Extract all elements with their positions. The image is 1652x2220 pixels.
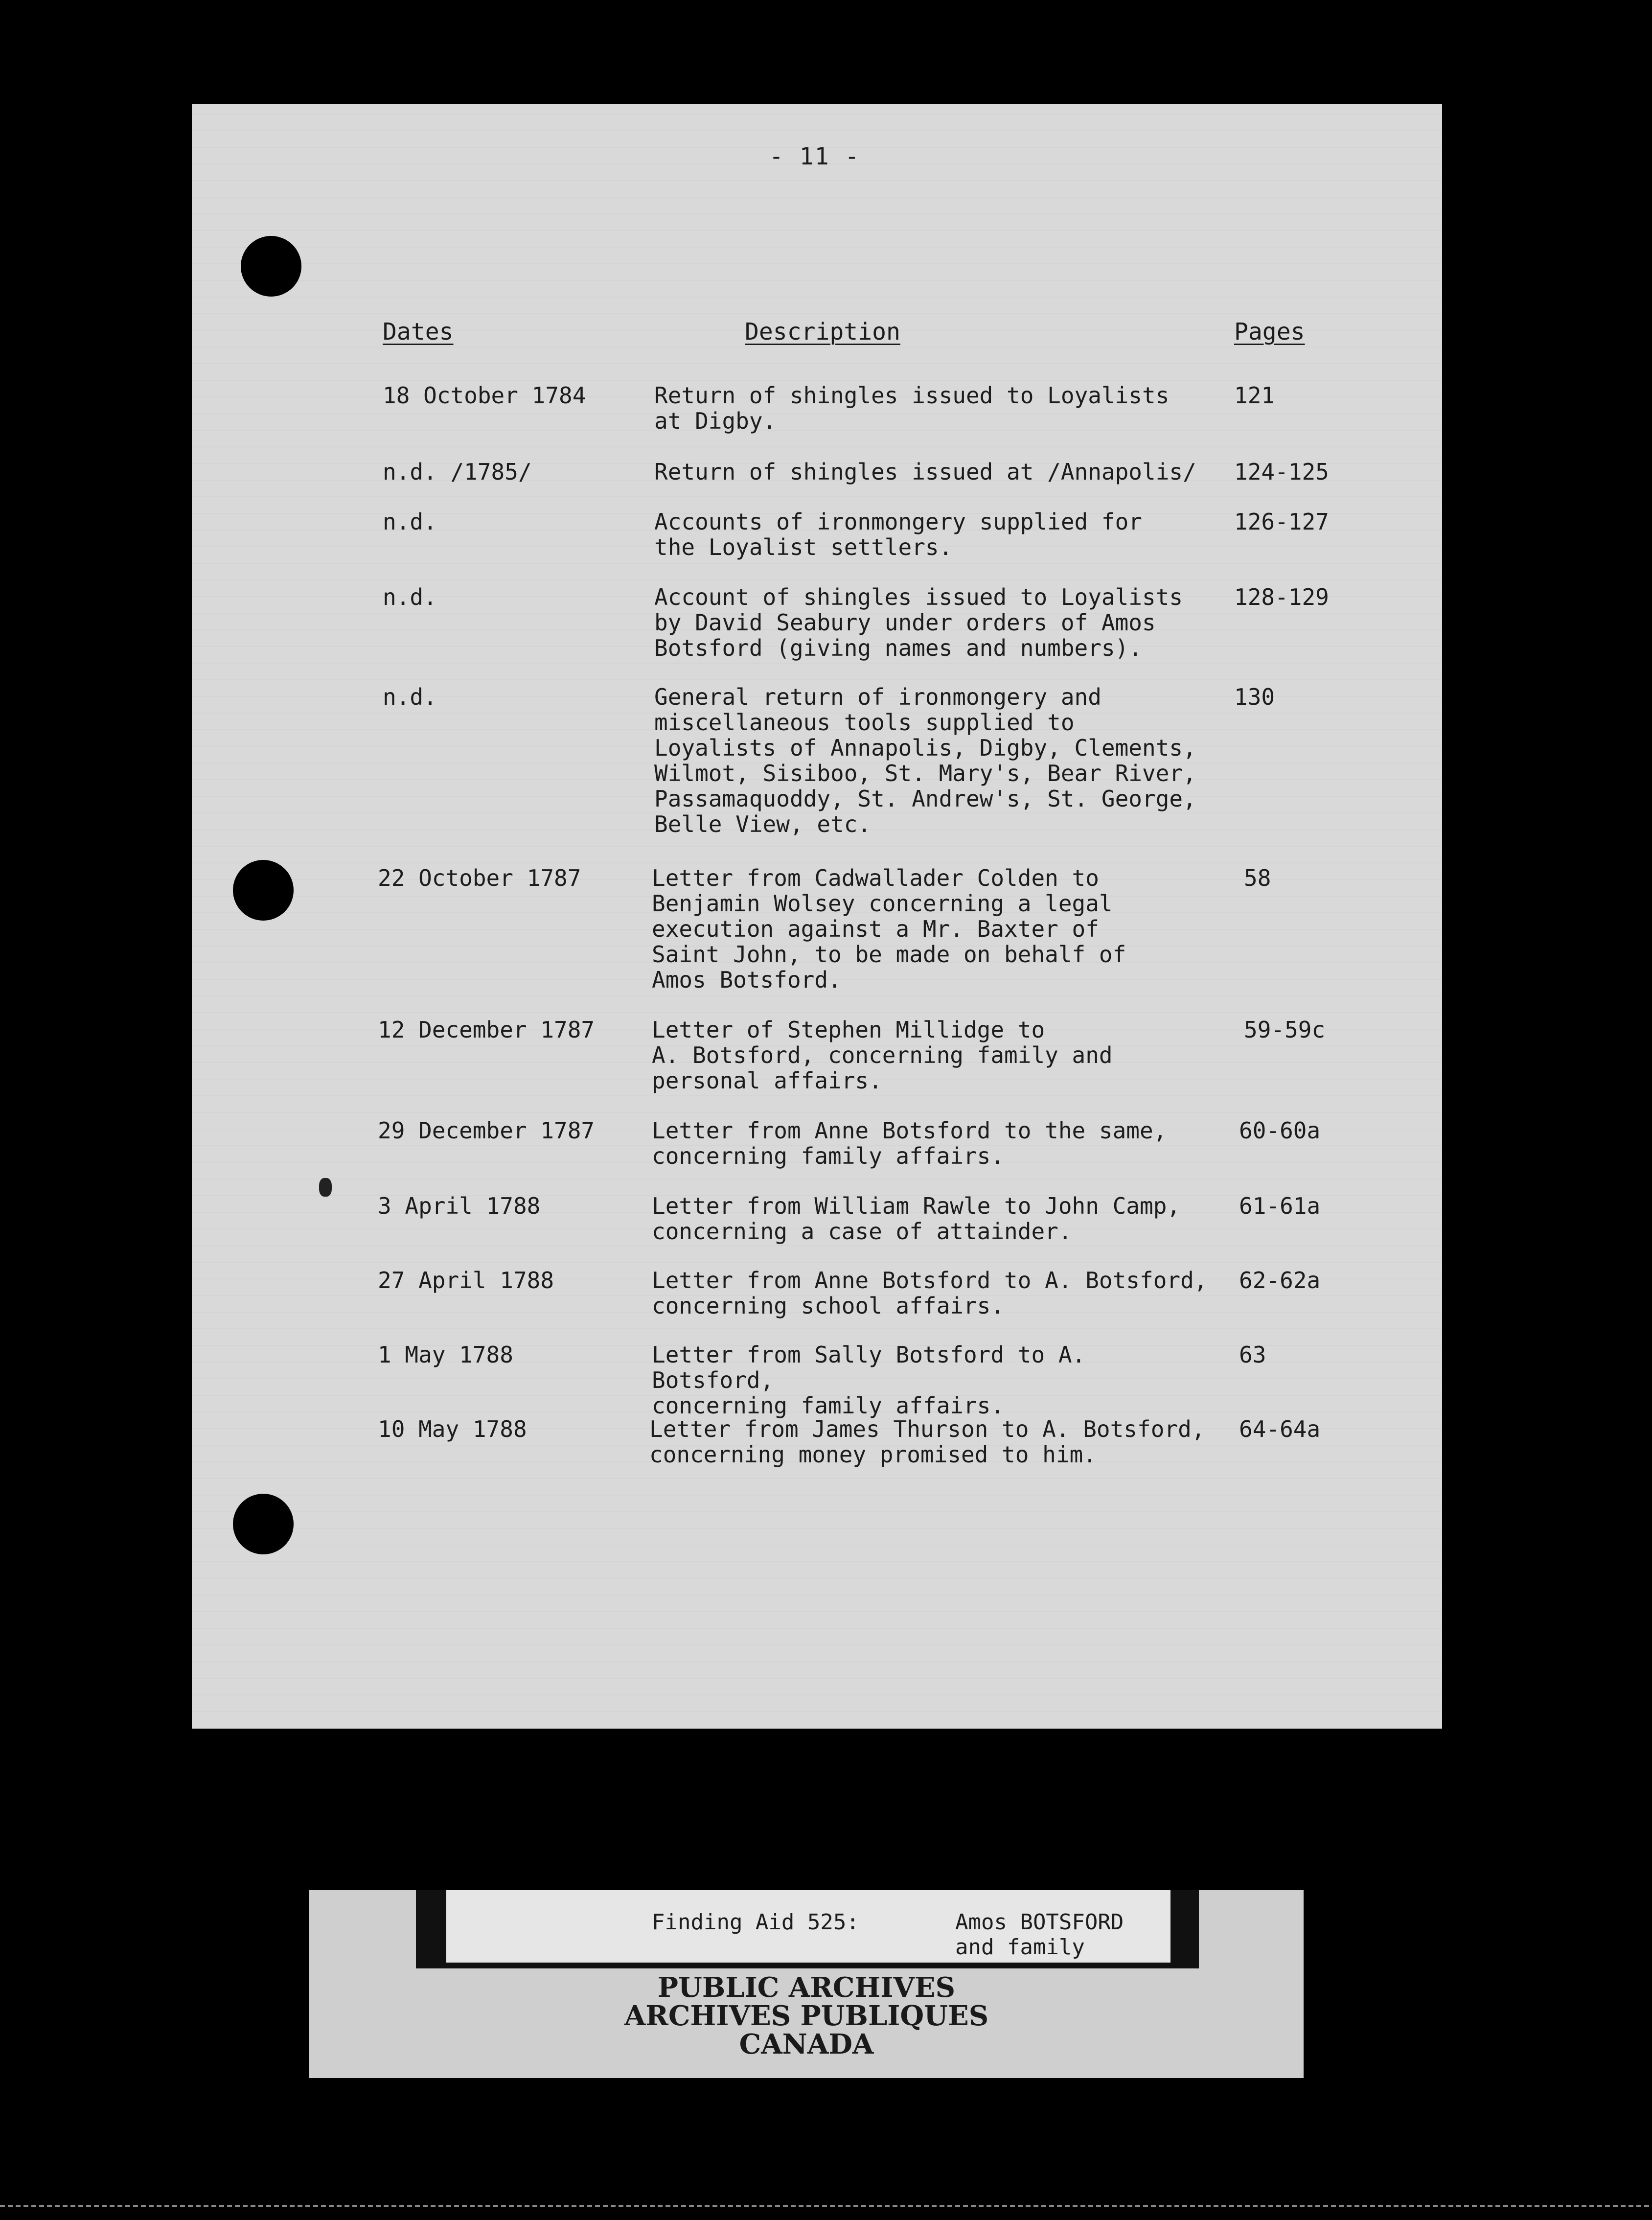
entry-date: 10 May 1788 [378, 1416, 527, 1442]
entry-description: Account of shingles issued to Loyalists by David Seabury under orders of Amos Botsford (giving names and numbers). [654, 584, 1183, 661]
entry-pages: 121 [1234, 382, 1275, 409]
header-dates: Dates [383, 318, 454, 346]
entry-date: n.d. [383, 509, 437, 535]
entry-pages: 126-127 [1234, 509, 1329, 535]
entry-date: 18 October 1784 [383, 382, 586, 409]
entry-pages: 63 [1239, 1341, 1266, 1368]
archive-label-card [309, 1890, 1304, 2078]
archives-stamp [309, 1973, 1304, 2058]
entry-description: Return of shingles issued to Loyalists at Digby. [654, 382, 1170, 434]
entry-pages: 59-59c [1244, 1017, 1326, 1043]
entry-pages: 128-129 [1234, 584, 1329, 610]
entry-date: n.d. [383, 584, 437, 610]
page-number: - 11 - [769, 143, 860, 170]
document-page [192, 104, 1442, 1729]
entry-description: Letter from James Thurson to A. Botsford, concerning money promised to him. [649, 1416, 1205, 1468]
entry-date: n.d. /1785/ [383, 459, 532, 485]
archives-fr: ARCHIVES PUBLIQUES [624, 2000, 989, 2032]
entry-description: Letter from Cadwallader Colden to Benjamin Wolsey concerning a legal execution against a Mr. Baxter of Saint John, to be made on behalf of Amos Botsford. [652, 865, 1126, 993]
archives-en: PUBLIC ARCHIVES [657, 1971, 956, 2004]
entry-pages: 60-60a [1239, 1117, 1321, 1144]
finding-aid-number: Finding Aid 525: [652, 1910, 859, 1935]
entry-date: 22 October 1787 [378, 865, 581, 891]
collection-name: Amos BOTSFORD and family [955, 1910, 1124, 1960]
header-description: Description [745, 318, 900, 346]
entry-date: 29 December 1787 [378, 1117, 595, 1144]
entry-description: General return of ironmongery and miscellaneous tools supplied to Loyalists of Annapolis, Digby, Clements, Wilmot, Sisiboo, St. Mary's, Bear River, Passamaquoddy, St. Andrew's, St. George, Belle View, etc. [654, 684, 1196, 837]
entry-date: 3 April 1788 [378, 1193, 541, 1219]
entry-date: 1 May 1788 [378, 1341, 513, 1368]
punch-hole-bottom [233, 1494, 294, 1554]
entry-pages: 130 [1234, 684, 1275, 710]
entry-description: Letter from Anne Botsford to the same, concerning family affairs. [652, 1117, 1167, 1169]
entry-description: Letter from Anne Botsford to A. Botsford, concerning school affairs. [652, 1267, 1208, 1319]
ink-speck [319, 1178, 332, 1197]
entry-pages: 64-64a [1239, 1416, 1321, 1442]
entry-description: Letter of Stephen Millidge to A. Botsford, concerning family and personal affairs. [652, 1017, 1113, 1094]
archives-country: CANADA [739, 2028, 874, 2060]
entry-description: Return of shingles issued at /Annapolis/ [654, 459, 1196, 485]
punch-hole-middle [233, 860, 294, 921]
punch-hole-top [241, 236, 301, 297]
entry-date: n.d. [383, 684, 437, 710]
entry-pages: 124-125 [1234, 459, 1329, 485]
entry-description: Letter from William Rawle to John Camp, concerning a case of attainder. [652, 1193, 1181, 1245]
entry-pages: 62-62a [1239, 1267, 1321, 1294]
entry-date: 27 April 1788 [378, 1267, 554, 1294]
label-strip [446, 1890, 1170, 1963]
entry-pages: 58 [1244, 865, 1271, 891]
entry-pages: 61-61a [1239, 1193, 1321, 1219]
entry-description: Letter from Sally Botsford to A. Botsford, concerning family affairs. [652, 1341, 1086, 1419]
entry-date: 12 December 1787 [378, 1017, 595, 1043]
header-pages: Pages [1234, 318, 1305, 346]
entry-description: Accounts of ironmongery supplied for the Loyalist settlers. [654, 509, 1142, 560]
film-edge [0, 2205, 1652, 2207]
